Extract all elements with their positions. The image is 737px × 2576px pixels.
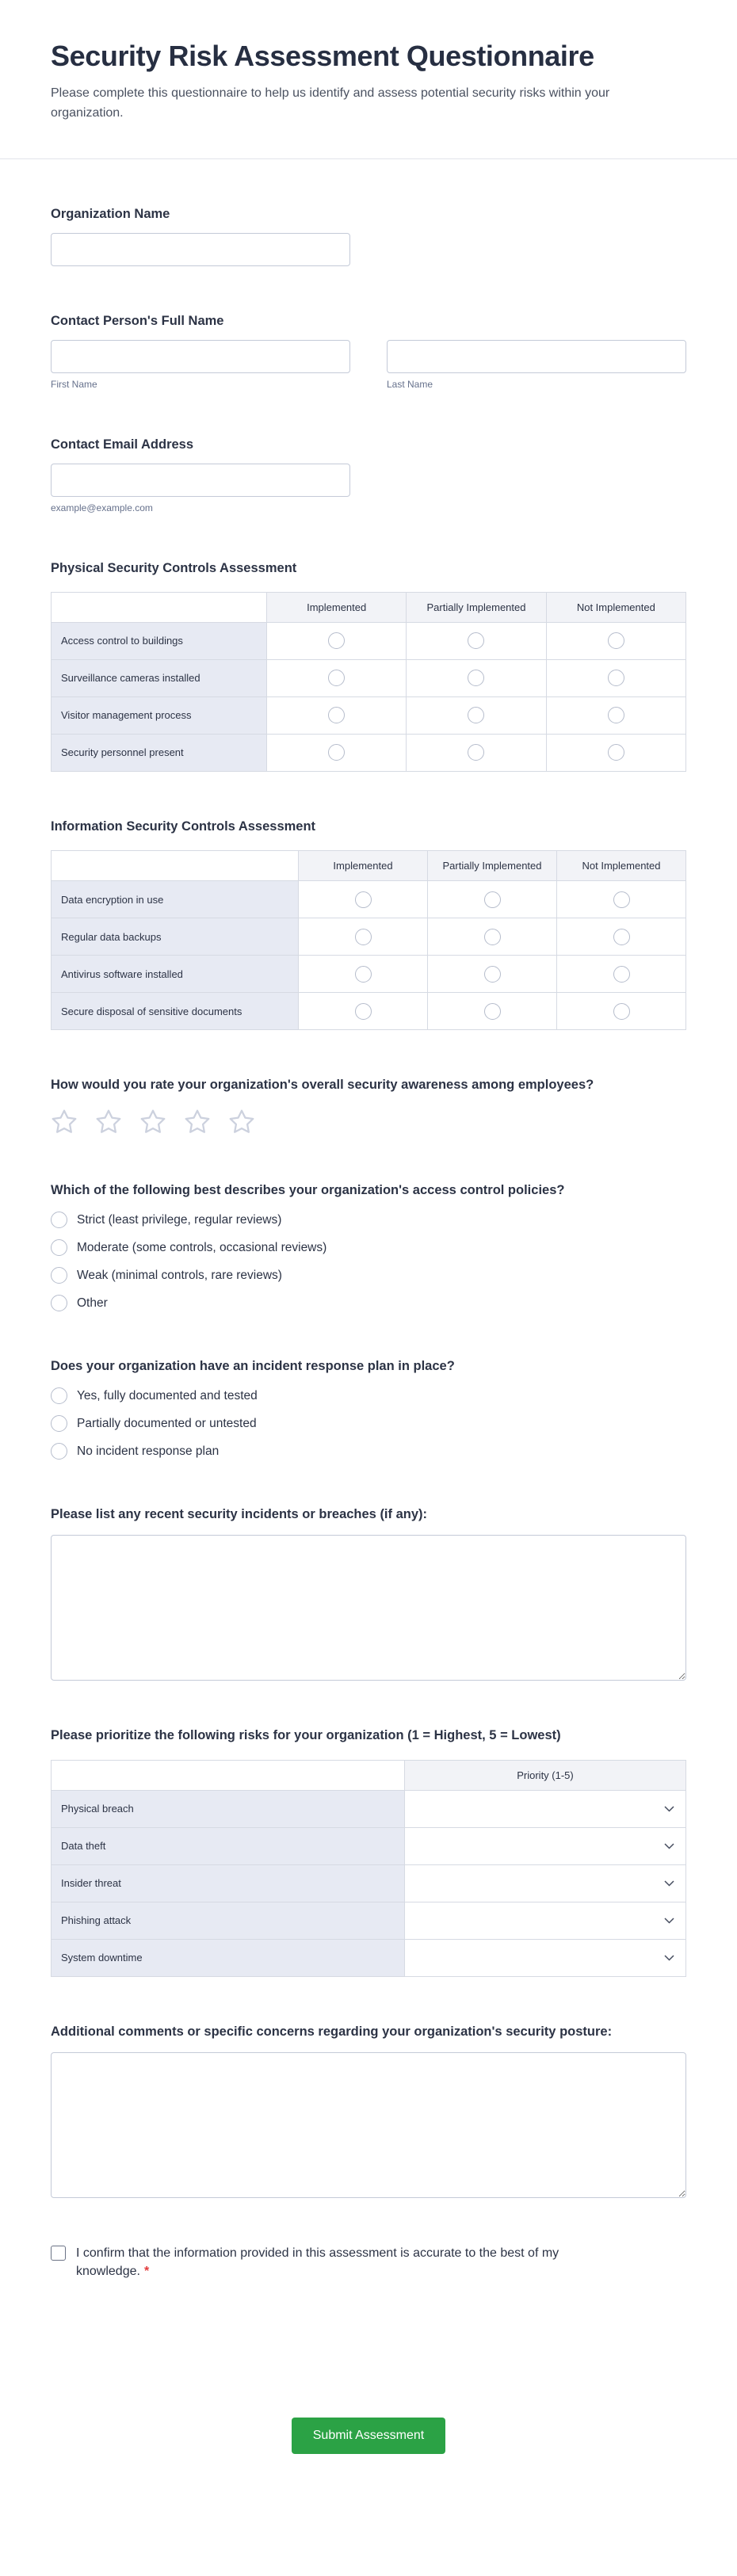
organization-name-label: Organization Name (51, 206, 170, 221)
incident-plan-question: Does your organization have an incident response plan in place? (51, 1359, 455, 1374)
matrix-row (52, 993, 686, 1030)
matrix-cell (299, 881, 428, 918)
matrix-cell (428, 993, 557, 1030)
physical-matrix-title: Physical Security Controls Assessment (51, 560, 297, 575)
matrix-column-header: Partially Implemented (407, 592, 546, 622)
first-name-input[interactable] (51, 340, 350, 373)
question-information-matrix (51, 818, 686, 1030)
radio-button[interactable] (328, 707, 345, 723)
matrix-row (52, 881, 686, 918)
matrix-row-label: Data theft (52, 1827, 405, 1864)
radio-option-label: No incident response plan (77, 1444, 220, 1458)
matrix-column-header: Not Implemented (557, 851, 686, 881)
question-comments (51, 2023, 686, 2198)
matrix-row-label: Insider threat (52, 1864, 405, 1902)
priority-column-header: Priority (1-5) (405, 1760, 686, 1790)
first-name-group (51, 330, 350, 390)
radio-button[interactable] (608, 707, 624, 723)
confirmation-label-text: I confirm that the information provided in this assessment is accurate to the best of my knowledge. (76, 2246, 559, 2278)
physical-matrix-table (51, 592, 686, 772)
radio-button[interactable] (613, 891, 630, 908)
information-matrix-table (51, 850, 686, 1030)
name-row (51, 330, 686, 390)
matrix-cell (267, 622, 407, 659)
radio-button[interactable] (51, 1267, 67, 1284)
incidents-textarea[interactable] (51, 1535, 686, 1681)
matrix-row (52, 1827, 686, 1864)
radio-button[interactable] (608, 670, 624, 686)
radio-option-label: Yes, fully documented and tested (77, 1388, 258, 1402)
access-policies-question: Which of the following best describes your organization's access control policies? (51, 1183, 565, 1198)
question-physical-matrix (51, 559, 686, 772)
radio-option[interactable] (51, 1212, 686, 1228)
radio-button[interactable] (468, 632, 484, 649)
matrix-cell (267, 696, 407, 734)
matrix-cell (299, 993, 428, 1030)
confirmation-checkbox[interactable] (51, 2246, 66, 2261)
matrix-row-label: Access control to buildings (52, 622, 267, 659)
contact-name-label: Contact Person's Full Name (51, 313, 224, 328)
access-policies-options (51, 1212, 686, 1311)
matrix-header-row (52, 851, 686, 881)
confirmation-label (76, 2244, 631, 2280)
radio-option-label: Strict (least privilege, regular reviews) (77, 1212, 282, 1227)
radio-button[interactable] (355, 891, 372, 908)
matrix-row-label: Physical breach (52, 1790, 405, 1827)
information-matrix-title: Information Security Controls Assessment (51, 819, 316, 834)
radio-button[interactable] (51, 1415, 67, 1432)
priority-select[interactable] (416, 1791, 674, 1827)
awareness-rating-question: How would you rate your organization's overall security awareness among employees? (51, 1078, 594, 1093)
matrix-cell (405, 1790, 686, 1827)
question-contact-name (51, 312, 686, 390)
matrix-cell (557, 918, 686, 956)
matrix-cell (267, 734, 407, 771)
radio-button[interactable] (613, 966, 630, 983)
confirmation-option[interactable] (51, 2244, 669, 2280)
radio-button[interactable] (51, 1443, 67, 1460)
matrix-row-label: Security personnel present (52, 734, 267, 771)
matrix-cell (428, 881, 557, 918)
matrix-cell (546, 696, 685, 734)
star-icon[interactable] (51, 1109, 78, 1135)
matrix-column-header: Not Implemented (546, 592, 685, 622)
comments-label: Additional comments or specific concerns regarding your organization's security posture: (51, 2024, 613, 2039)
matrix-row-label: Surveillance cameras installed (52, 659, 267, 696)
radio-button[interactable] (355, 966, 372, 983)
matrix-cell (299, 918, 428, 956)
incident-plan-options (51, 1387, 686, 1460)
risk-priority-table (51, 1760, 686, 1977)
radio-option[interactable] (51, 1267, 686, 1284)
chevron-down-icon (664, 1806, 674, 1812)
radio-option-label: Other (77, 1296, 108, 1310)
required-asterisk: * (143, 2264, 150, 2278)
radio-button[interactable] (484, 929, 501, 945)
matrix-row (52, 734, 686, 771)
star-icon[interactable] (184, 1109, 211, 1135)
radio-button[interactable] (51, 1387, 67, 1404)
question-risk-priority (51, 1727, 686, 1976)
matrix-cell (407, 659, 546, 696)
star-rating (51, 1109, 686, 1135)
matrix-row (52, 659, 686, 696)
matrix-column-header: Partially Implemented (428, 851, 557, 881)
radio-option[interactable] (51, 1239, 686, 1256)
radio-button[interactable] (484, 1003, 501, 1020)
matrix-row-label: Phishing attack (52, 1902, 405, 1939)
matrix-row-label: System downtime (52, 1939, 405, 1976)
radio-option[interactable] (51, 1415, 686, 1432)
matrix-row (52, 622, 686, 659)
organization-name-input[interactable] (51, 233, 350, 266)
matrix-cell (407, 622, 546, 659)
matrix-cell (428, 918, 557, 956)
matrix-corner-cell (52, 1760, 405, 1790)
matrix-column-header: Implemented (299, 851, 428, 881)
matrix-cell (405, 1864, 686, 1902)
matrix-row-label: Data encryption in use (52, 881, 299, 918)
radio-button[interactable] (51, 1212, 67, 1228)
matrix-row (52, 1790, 686, 1827)
matrix-cell (546, 622, 685, 659)
matrix-row (52, 696, 686, 734)
email-sublabel: example@example.com (51, 502, 153, 513)
radio-button[interactable] (355, 1003, 372, 1020)
question-awareness-rating (51, 1076, 686, 1135)
radio-button[interactable] (468, 707, 484, 723)
submit-button[interactable]: Submit Assessment (292, 2418, 446, 2454)
risk-priority-title: Please prioritize the following risks for your organization (1 = Highest, 5 = Lowest) (51, 1728, 561, 1743)
first-name-sublabel: First Name (51, 378, 97, 390)
matrix-row-label: Secure disposal of sensitive documents (52, 993, 299, 1030)
matrix-row (52, 1864, 686, 1902)
matrix-cell (299, 956, 428, 993)
incidents-label: Please list any recent security incidents or breaches (if any): (51, 1507, 428, 1522)
question-access-policies (51, 1181, 686, 1311)
radio-option-label: Partially documented or untested (77, 1416, 257, 1430)
radio-option-label: Weak (minimal controls, rare reviews) (77, 1268, 282, 1282)
question-organization-name (51, 205, 686, 266)
radio-button[interactable] (613, 1003, 630, 1020)
priority-select[interactable] (416, 1865, 674, 1902)
radio-option[interactable] (51, 1443, 686, 1460)
radio-button[interactable] (328, 670, 345, 686)
matrix-row-label: Visitor management process (52, 696, 267, 734)
radio-button[interactable] (484, 891, 501, 908)
submit-row (51, 2326, 686, 2565)
matrix-cell (405, 1939, 686, 1976)
matrix-cell (546, 659, 685, 696)
priority-select[interactable] (416, 1828, 674, 1864)
matrix-cell (405, 1827, 686, 1864)
last-name-input[interactable] (387, 340, 686, 373)
matrix-corner-cell (52, 592, 267, 622)
radio-button[interactable] (328, 632, 345, 649)
form-subtitle: Please complete this questionnaire to help us identify and assess potential security risks within your organization. (51, 86, 610, 120)
question-incidents (51, 1506, 686, 1681)
radio-button[interactable] (355, 929, 372, 945)
matrix-column-header: Implemented (267, 592, 407, 622)
star-icon[interactable] (139, 1109, 166, 1135)
matrix-header-row (52, 592, 686, 622)
radio-button[interactable] (51, 1295, 67, 1311)
star-icon[interactable] (95, 1109, 122, 1135)
radio-option[interactable] (51, 1387, 686, 1404)
form-header (0, 0, 737, 159)
matrix-cell (557, 881, 686, 918)
matrix-cell (267, 659, 407, 696)
radio-option[interactable] (51, 1295, 686, 1311)
radio-button[interactable] (608, 744, 624, 761)
chevron-down-icon (664, 1843, 674, 1849)
radio-option-label: Moderate (some controls, occasional reviews) (77, 1240, 327, 1254)
matrix-cell (405, 1902, 686, 1939)
priority-select[interactable] (416, 1940, 674, 1976)
matrix-corner-cell (52, 851, 299, 881)
comments-textarea[interactable] (51, 2052, 686, 2198)
star-icon[interactable] (228, 1109, 255, 1135)
radio-button[interactable] (468, 744, 484, 761)
question-email (51, 436, 686, 513)
chevron-down-icon (664, 1880, 674, 1887)
matrix-row (52, 918, 686, 956)
matrix-cell (557, 993, 686, 1030)
matrix-header-row (52, 1760, 686, 1790)
matrix-cell (428, 956, 557, 993)
matrix-cell (546, 734, 685, 771)
matrix-row-label: Regular data backups (52, 918, 299, 956)
matrix-cell (557, 956, 686, 993)
last-name-sublabel: Last Name (387, 378, 433, 390)
radio-button[interactable] (484, 966, 501, 983)
radio-button[interactable] (608, 632, 624, 649)
email-label: Contact Email Address (51, 437, 194, 452)
matrix-cell (407, 734, 546, 771)
matrix-row-label: Antivirus software installed (52, 956, 299, 993)
email-input[interactable] (51, 464, 350, 497)
priority-select[interactable] (416, 1902, 674, 1939)
matrix-row (52, 1902, 686, 1939)
chevron-down-icon (664, 1918, 674, 1924)
matrix-row (52, 956, 686, 993)
question-incident-plan (51, 1357, 686, 1460)
last-name-group (387, 330, 686, 390)
radio-button[interactable] (51, 1239, 67, 1256)
radio-button[interactable] (613, 929, 630, 945)
form-body (0, 159, 737, 2565)
question-confirmation (51, 2244, 686, 2280)
form-title: Security Risk Assessment Questionnaire (51, 40, 594, 72)
chevron-down-icon (664, 1955, 674, 1961)
radio-button[interactable] (468, 670, 484, 686)
matrix-cell (407, 696, 546, 734)
matrix-row (52, 1939, 686, 1976)
radio-button[interactable] (328, 744, 345, 761)
